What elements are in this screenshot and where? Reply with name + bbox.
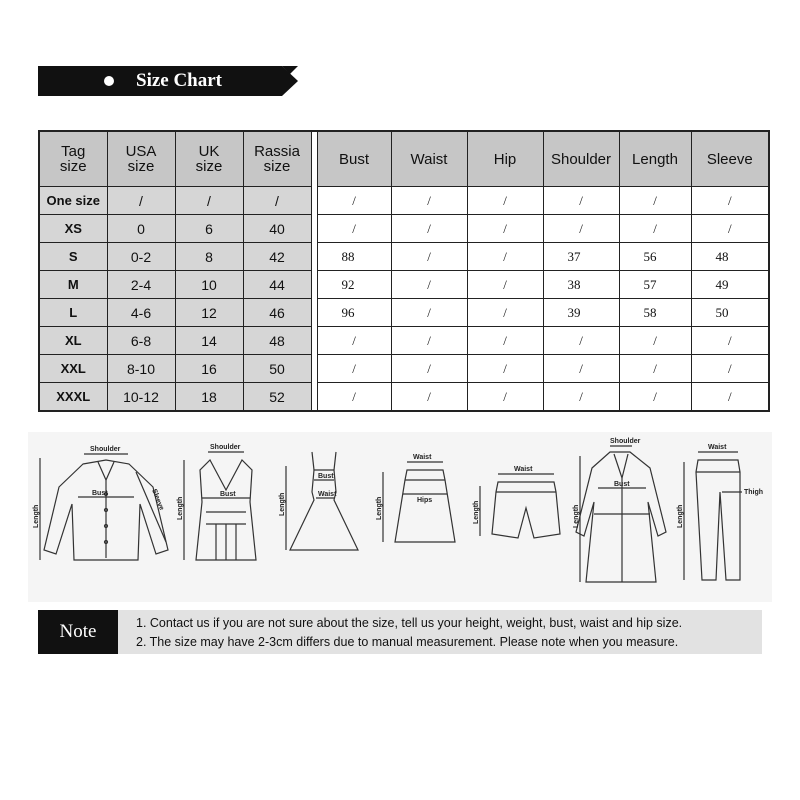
shirt-sleeve-label: Sleeve: [150, 488, 165, 512]
table-row: [39, 383, 769, 412]
table-row: [39, 243, 769, 271]
table-cell: /: [543, 383, 619, 412]
skirt-waist-label: Waist: [413, 454, 432, 461]
table-cell: /: [543, 187, 619, 215]
skirt-hips-label: Hips: [417, 497, 433, 504]
dress-illustration: [278, 432, 368, 602]
dress-length-label: Length: [279, 492, 286, 516]
table-cell: /: [175, 187, 243, 215]
table-cell: 48: [691, 243, 769, 271]
coat-shoulder-label: Shoulder: [610, 438, 641, 445]
table-cell: /: [467, 271, 543, 299]
pants-waist-label: Waist: [708, 444, 727, 451]
dress-waist-label: Waist: [318, 491, 337, 498]
table-cell: 50: [691, 299, 769, 327]
shirt-bust-label: Bust: [92, 490, 108, 497]
column-header: Shoulder: [543, 131, 619, 187]
column-header: Rassia size: [243, 131, 311, 187]
bullet-icon: [104, 76, 114, 86]
table-cell: /: [317, 215, 391, 243]
table-cell: 8-10: [107, 355, 175, 383]
note-label: Note: [38, 610, 118, 654]
table-cell: /: [691, 355, 769, 383]
coat-bust-label: Bust: [614, 481, 630, 488]
table-cell: /: [467, 215, 543, 243]
table-cell: 38: [543, 271, 619, 299]
shirt-shoulder-label: Shoulder: [90, 446, 121, 453]
table-cell: /: [619, 327, 691, 355]
column-header: Sleeve: [691, 131, 769, 187]
table-cell: 10-12: [107, 383, 175, 412]
size-label-cell: XL: [39, 327, 107, 355]
table-cell: 46: [243, 299, 311, 327]
table-cell: /: [391, 327, 467, 355]
table-cell: 50: [243, 355, 311, 383]
table-cell: 37: [543, 243, 619, 271]
column-header: USA size: [107, 131, 175, 187]
table-cell: /: [317, 187, 391, 215]
shirt-illustration: [28, 432, 178, 602]
table-cell: 58: [619, 299, 691, 327]
column-header: Bust: [317, 131, 391, 187]
table-cell: /: [467, 383, 543, 412]
page-title: Size Chart: [136, 70, 223, 91]
table-cell: 0: [107, 215, 175, 243]
table-cell: /: [619, 383, 691, 412]
table-cell: /: [543, 355, 619, 383]
pants-illustration: [670, 432, 774, 602]
table-cell: /: [467, 243, 543, 271]
table-cell: 42: [243, 243, 311, 271]
table-cell: 16: [175, 355, 243, 383]
dress-bust-label: Bust: [318, 473, 334, 480]
note-box: [38, 610, 762, 654]
note-line-2: 2. The size may have 2-3cm differs due to manual measurement. Please note when you measure.: [136, 635, 679, 649]
table-cell: 39: [543, 299, 619, 327]
table-cell: 0-2: [107, 243, 175, 271]
size-label-cell: XXXL: [39, 383, 107, 412]
table-cell: /: [619, 355, 691, 383]
table-cell: /: [391, 383, 467, 412]
table-cell: /: [391, 271, 467, 299]
column-header: Hip: [467, 131, 543, 187]
table-cell: 14: [175, 327, 243, 355]
table-cell: /: [391, 215, 467, 243]
size-chart-banner: [38, 66, 298, 96]
table-cell: /: [391, 355, 467, 383]
column-header: UK size: [175, 131, 243, 187]
table-cell: /: [391, 243, 467, 271]
size-label-cell: L: [39, 299, 107, 327]
table-cell: /: [317, 327, 391, 355]
size-label-cell: S: [39, 243, 107, 271]
size-label-cell: XS: [39, 215, 107, 243]
table-cell: 4-6: [107, 299, 175, 327]
table-row: [39, 355, 769, 383]
table-cell: 49: [691, 271, 769, 299]
table-cell: /: [691, 327, 769, 355]
table-cell: 56: [619, 243, 691, 271]
coat-length-label: Length: [573, 504, 580, 528]
column-header: Length: [619, 131, 691, 187]
top-bust-label: Bust: [220, 491, 236, 498]
table-cell: /: [619, 187, 691, 215]
table-cell: 52: [243, 383, 311, 412]
table-cell: /: [467, 299, 543, 327]
table-row: [39, 271, 769, 299]
size-table: [38, 130, 770, 412]
table-cell: 10: [175, 271, 243, 299]
table-row: [39, 327, 769, 355]
column-header: Waist: [391, 131, 467, 187]
table-cell: 48: [243, 327, 311, 355]
top-shoulder-label: Shoulder: [210, 444, 241, 451]
table-cell: 44: [243, 271, 311, 299]
table-cell: /: [467, 187, 543, 215]
table-cell: 18: [175, 383, 243, 412]
top-illustration: [176, 432, 276, 602]
table-row: [39, 299, 769, 327]
table-row: [39, 187, 769, 215]
table-cell: 57: [619, 271, 691, 299]
table-cell: /: [317, 355, 391, 383]
skirt-illustration: [373, 432, 463, 602]
table-cell: /: [317, 383, 391, 412]
table-cell: 12: [175, 299, 243, 327]
table-cell: 96: [317, 299, 391, 327]
top-length-label: Length: [177, 496, 184, 520]
shirt-length-label: Length: [33, 504, 40, 528]
table-cell: /: [391, 187, 467, 215]
size-label-cell: M: [39, 271, 107, 299]
table-cell: 8: [175, 243, 243, 271]
table-cell: /: [543, 327, 619, 355]
table-cell: /: [543, 215, 619, 243]
table-header-row: [39, 131, 769, 187]
pants-thigh-label: Thigh: [744, 489, 764, 496]
skirt-length-label: Length: [376, 496, 383, 520]
note-line-1: 1. Contact us if you are not sure about the size, tell us your height, weight, bust, waist and hip size.: [136, 616, 683, 630]
table-cell: /: [467, 355, 543, 383]
table-cell: 92: [317, 271, 391, 299]
table-cell: /: [391, 299, 467, 327]
size-label-cell: One size: [39, 187, 107, 215]
table-cell: 6: [175, 215, 243, 243]
shorts-illustration: [468, 432, 568, 602]
pants-length-label: Length: [677, 504, 684, 528]
table-cell: /: [691, 187, 769, 215]
column-header: Tag size: [39, 131, 107, 187]
table-cell: /: [691, 383, 769, 412]
table-cell: /: [243, 187, 311, 215]
table-cell: 6-8: [107, 327, 175, 355]
measurement-illustrations: [28, 432, 772, 602]
coat-illustration: [570, 432, 670, 602]
table-cell: 88: [317, 243, 391, 271]
shorts-length-label: Length: [473, 500, 480, 524]
table-cell: 40: [243, 215, 311, 243]
table-cell: /: [619, 215, 691, 243]
shorts-waist-label: Waist: [514, 466, 533, 473]
table-cell: 2-4: [107, 271, 175, 299]
table-cell: /: [107, 187, 175, 215]
table-cell: /: [691, 215, 769, 243]
size-label-cell: XXL: [39, 355, 107, 383]
table-cell: /: [467, 327, 543, 355]
table-row: [39, 215, 769, 243]
